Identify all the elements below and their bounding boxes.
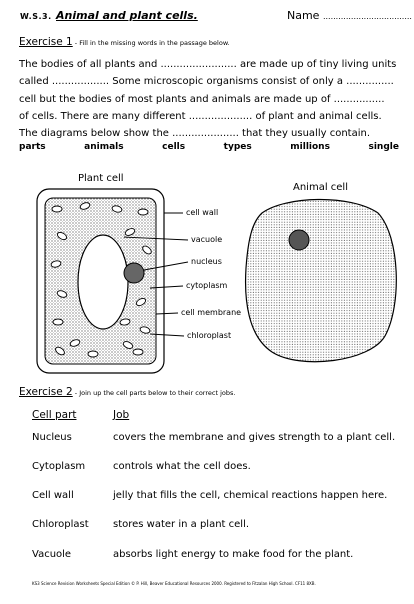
label-cell-membrane: cell membrane: [181, 308, 242, 317]
label-chloroplast: chloroplast: [187, 331, 232, 340]
animal-nucleus: [289, 230, 309, 250]
word-bank-item: parts: [19, 142, 46, 152]
vacuole: [78, 235, 128, 329]
exercise2-title: Exercise 2: [19, 386, 73, 398]
word-bank-item: single: [368, 142, 399, 152]
exercise1-instruction: - Fill in the missing words in the passage below.: [72, 39, 230, 47]
exercise2-heading: [19, 386, 235, 398]
word-bank-item: millions: [290, 142, 330, 152]
chloroplast: [53, 319, 63, 325]
plant-cell-title: Plant cell: [78, 173, 124, 184]
chloroplast: [133, 349, 143, 355]
job-item: stores water in a plant cell.: [113, 519, 250, 530]
name-label: Name: [287, 9, 320, 22]
job-item: covers the membrane and gives strength to a plant cell.: [113, 432, 396, 443]
animal-cell-membrane: [246, 199, 397, 361]
word-bank-item: types: [223, 142, 252, 152]
cell-part-item: Nucleus: [32, 432, 72, 443]
plant-nucleus: [124, 263, 144, 283]
passage-line: of cells. There are many different .................... of plant and animal cells.: [19, 110, 382, 122]
label-cell-wall: cell wall: [186, 208, 219, 217]
label-nucleus: nucleus: [191, 257, 222, 266]
cell-part-item: Vacuole: [32, 549, 72, 560]
passage-line: cell but the bodies of most plants and animals are made up of ................: [19, 93, 385, 105]
worksheet-code: W.S.3.: [20, 12, 52, 21]
chloroplast: [88, 351, 98, 357]
animal-cell: [246, 199, 397, 361]
word-bank-item: cells: [162, 142, 186, 152]
chloroplast: [138, 209, 148, 215]
plant-cell: [37, 189, 164, 373]
job-item: controls what the cell does.: [113, 461, 251, 472]
job-item: jelly that fills the cell, chemical reactions happen here.: [113, 490, 388, 501]
exercise2-instruction: - Join up the cell parts below to their correct jobs.: [72, 389, 236, 397]
name-dots: ...................................: [322, 12, 412, 21]
animal-cell-title: Animal cell: [293, 182, 348, 193]
chloroplast: [52, 206, 62, 212]
footer-copyright: KS3 Science Revision Worksheets Special Edition © P. Hill, Beaver Educational Resources 2000. Registered to Fitzalan High School. CF11 8XB.: [32, 581, 316, 586]
cell-part-item: Chloroplast: [32, 519, 89, 530]
column-cell-part: Cell part: [32, 409, 77, 421]
passage-line: The diagrams below show the ..................... that they usually contain.: [19, 128, 371, 140]
cell-part-item: Cytoplasm: [32, 461, 86, 472]
job-item: absorbs light energy to make food for the plant.: [113, 549, 354, 560]
worksheet-title: Animal and plant cells.: [56, 9, 198, 22]
cell-part-item: Cell wall: [32, 490, 74, 501]
passage-line: called .................. Some microscopic organisms consist of only a ...............: [19, 76, 394, 88]
word-bank-item: animals: [84, 142, 124, 152]
column-job: Job: [113, 409, 130, 421]
label-cytoplasm: cytoplasm: [186, 281, 228, 290]
label-vacuole: vacuole: [191, 235, 223, 244]
passage-line: The bodies of all plants and ........................ are made up of tiny living units: [19, 59, 397, 70]
exercise1-title: Exercise 1: [19, 36, 73, 48]
